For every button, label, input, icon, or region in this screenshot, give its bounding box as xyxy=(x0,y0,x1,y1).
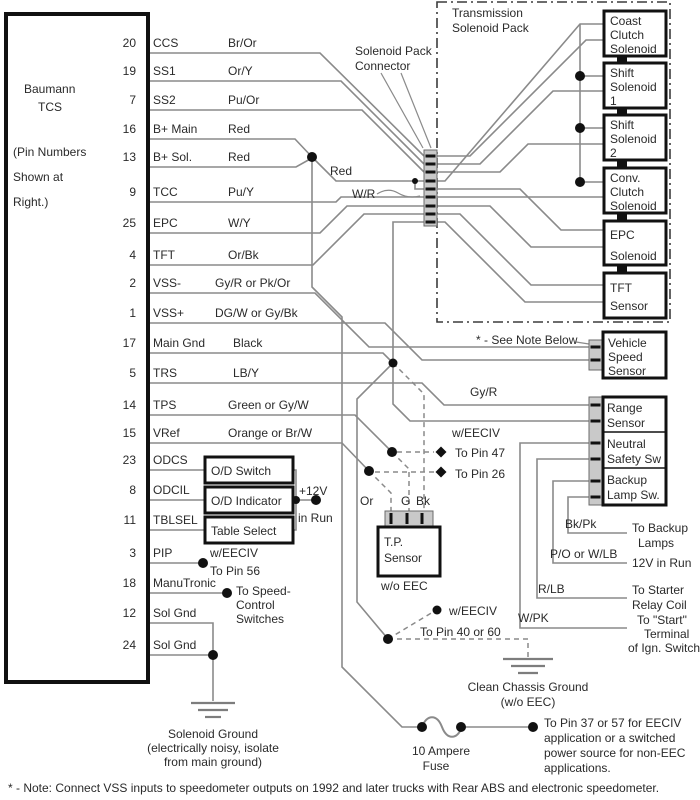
chassis-gnd-label: Clean Chassis Ground xyxy=(467,680,589,694)
pin-name: TFT xyxy=(153,248,175,262)
tcs-title-line: TCS xyxy=(38,100,62,114)
pin-number: 20 xyxy=(122,36,136,50)
manu-label-line: Switches xyxy=(236,612,285,626)
pin-name: VSS+ xyxy=(153,306,185,320)
bkpk-wire-label: Bk/Pk xyxy=(565,517,597,531)
pin-name: B+ Sol. xyxy=(153,150,193,164)
to-pin37-line: applications. xyxy=(544,761,611,775)
pin-color: Br/Or xyxy=(228,36,257,50)
wpk-wire-label: W/PK xyxy=(518,611,549,625)
pin-number: 18 xyxy=(122,576,136,590)
svg-text:Backup: Backup xyxy=(607,473,648,487)
pin-name: TBLSEL xyxy=(153,513,198,527)
tp-pin-bk: Bk xyxy=(416,494,431,508)
solenoid-gnd-label: Solenoid Ground xyxy=(167,727,259,741)
svg-text:Solenoid: Solenoid xyxy=(610,42,657,56)
pin-name: EPC xyxy=(153,216,178,230)
plus12v-label: +12V xyxy=(299,484,328,498)
pin-color: Pu/Or xyxy=(228,93,260,107)
pin-name: Sol Gnd xyxy=(153,606,197,620)
pin-color: DG/W or Gy/Bk xyxy=(215,306,298,320)
pack-title-line: Solenoid Pack xyxy=(452,21,529,35)
vss-pin xyxy=(591,346,601,349)
svg-text:Range: Range xyxy=(607,401,643,415)
to-starter-label: Relay Coil xyxy=(632,598,687,612)
to-pin37-line: To Pin 37 or 57 for EECIV xyxy=(544,716,682,730)
svg-text:Sensor: Sensor xyxy=(608,364,647,378)
connector-pins xyxy=(426,155,436,224)
tp-weeciv-label: w/EECIV xyxy=(452,426,501,440)
tcs-note-line: Shown at xyxy=(13,170,64,184)
svg-text:Lamp Sw.: Lamp Sw. xyxy=(607,488,660,502)
to-pin26-terminal xyxy=(436,467,447,478)
pin-number: 14 xyxy=(122,398,136,412)
pin-number: 8 xyxy=(129,483,136,497)
pin-name: ODCS xyxy=(153,453,188,467)
pin-number: 2 xyxy=(129,276,136,290)
pin-number: 7 xyxy=(129,93,136,107)
pin-color: Black xyxy=(233,336,263,350)
pin-color: Red xyxy=(228,122,251,136)
v12run-label: 12V in Run xyxy=(632,556,692,570)
svg-text:Sensor: Sensor xyxy=(610,299,649,313)
wires xyxy=(148,24,627,737)
tcs-title-line: Baumann xyxy=(24,82,76,96)
pin-color: Pu/Y xyxy=(228,185,255,199)
to-pin40-label: To Pin 40 or 60 xyxy=(420,625,501,639)
pin-name: TPS xyxy=(153,398,177,412)
svg-text:Shift: Shift xyxy=(610,118,635,132)
solenoid-gnd-label: from main ground) xyxy=(163,755,263,769)
table-select-label: Table Select xyxy=(211,524,277,538)
svg-text:Neutral: Neutral xyxy=(607,437,646,451)
pin-name: ODCIL xyxy=(153,483,190,497)
svg-text:Clutch: Clutch xyxy=(610,28,645,42)
wr-wire-label: W/R xyxy=(352,187,376,201)
pin-color: Or/Y xyxy=(228,64,253,78)
pin-color: W/Y xyxy=(228,216,251,230)
pin-color: Green or Gy/W xyxy=(228,398,309,412)
svg-text:Solenoid: Solenoid xyxy=(610,132,657,146)
pin-name: PIP xyxy=(153,546,173,560)
tp-pin-g: G xyxy=(401,494,411,508)
od-indicator-label: O/D Indicator xyxy=(211,494,282,508)
pip-pin56-label: To Pin 56 xyxy=(210,564,261,578)
po-wire-label: P/O or W/LB xyxy=(550,547,618,561)
pin-name: ManuTronic xyxy=(153,576,216,590)
pack-titles xyxy=(355,6,530,73)
pin-name: Sol Gnd xyxy=(153,638,197,652)
pin-number: 4 xyxy=(129,248,136,262)
svg-text:EPC: EPC xyxy=(610,228,635,242)
to-pin37-line: power source for non-EEC xyxy=(544,746,686,760)
pin-number: 9 xyxy=(129,185,136,199)
pin-number: 11 xyxy=(123,513,136,527)
svg-text:Clutch: Clutch xyxy=(610,185,645,199)
solenoid-ground-symbol xyxy=(191,703,235,717)
tcs-note-line: (Pin Numbers xyxy=(13,145,87,159)
pin-number: 13 xyxy=(122,150,136,164)
to-backup-label: To Backup xyxy=(632,521,689,535)
chassis-ground-symbol xyxy=(503,659,553,673)
to-pin26-label: To Pin 26 xyxy=(455,467,506,481)
pin-name: TRS xyxy=(153,366,177,380)
gnd-weeciv-label: w/EECIV xyxy=(449,604,498,618)
wo-eec-label: w/o EEC xyxy=(381,579,428,593)
pin-name: TCC xyxy=(153,185,178,199)
to-start-label: To "Start" xyxy=(637,613,687,627)
to-start-label: of Ign. Switch xyxy=(628,641,700,655)
od-switch-label: O/D Switch xyxy=(211,464,272,478)
svg-text:Solenoid: Solenoid xyxy=(610,80,657,94)
pin-color: Or/Bk xyxy=(228,248,259,262)
to-backup-label: Lamps xyxy=(638,536,675,550)
pin-number: 1 xyxy=(129,306,136,320)
pin-name: SS2 xyxy=(153,93,176,107)
tp-pin-or: Or xyxy=(360,494,374,508)
fuse-label: Fuse xyxy=(422,759,450,773)
pin-color: Gy/R or Pk/Or xyxy=(215,276,291,290)
svg-text:2: 2 xyxy=(610,146,617,160)
wire-labels xyxy=(330,164,617,625)
pin-number: 16 xyxy=(122,122,136,136)
manu-label-line: To Speed- xyxy=(236,584,291,598)
red-wire-label: Red xyxy=(330,164,353,178)
pin-number: 23 xyxy=(122,453,136,467)
pin-name: SS1 xyxy=(153,64,176,78)
pin-color: Red xyxy=(228,150,251,164)
footnote: * - Note: Connect VSS inputs to speedometer outputs on 1992 and later trucks with Rear ABS and electronic speedometer. xyxy=(8,781,660,795)
fuse-label: 10 Ampere xyxy=(411,744,471,758)
svg-text:Safety Sw: Safety Sw xyxy=(607,452,662,466)
pin-number: 24 xyxy=(122,638,136,652)
pack-title-line: Transmission xyxy=(452,6,523,20)
tcs-title xyxy=(13,82,86,209)
pin-number: 25 xyxy=(122,216,136,230)
gyr-wire-label: Gy/R xyxy=(470,385,498,399)
chassis-gnd-label: (w/o EEC) xyxy=(500,695,556,709)
pin-number: 5 xyxy=(129,366,136,380)
rlb-wire-label: R/LB xyxy=(538,582,565,596)
pip-weeciv-label: w/EECIV xyxy=(210,546,259,560)
to-starter-label: To Starter xyxy=(632,583,685,597)
tcs-note-line: Right.) xyxy=(13,195,49,209)
tp-box-label: Sensor xyxy=(384,551,423,565)
to-pin37-line: application or a switched xyxy=(544,731,676,745)
pin-name: CCS xyxy=(153,36,179,50)
pin-number: 12 xyxy=(122,606,136,620)
svg-text:1: 1 xyxy=(610,94,617,108)
to-pin47-label: To Pin 47 xyxy=(455,446,506,460)
svg-text:Speed: Speed xyxy=(608,350,643,364)
pin-name: B+ Main xyxy=(153,122,198,136)
pin-color: Orange or Br/W xyxy=(228,426,313,440)
in-run-label: in Run xyxy=(298,511,333,525)
svg-text:Coast: Coast xyxy=(610,14,642,28)
pin-name: Main Gnd xyxy=(153,336,206,350)
svg-text:Conv.: Conv. xyxy=(610,171,641,185)
manu-label-line: Control xyxy=(236,598,275,612)
pin-number: 15 xyxy=(122,426,136,440)
pin-name: VSS- xyxy=(153,276,182,290)
svg-text:TFT: TFT xyxy=(610,281,632,295)
svg-text:Sensor: Sensor xyxy=(607,416,646,430)
solenoid-boxes xyxy=(604,11,666,318)
to-start-label: Terminal xyxy=(644,627,690,641)
pin-number: 17 xyxy=(122,336,136,350)
pin-number: 19 xyxy=(122,64,136,78)
pin-color: LB/Y xyxy=(233,366,260,380)
solenoid-gnd-label: (electrically noisy, isolate xyxy=(147,741,279,755)
tp-box-label: T.P. xyxy=(384,535,404,549)
svg-text:Shift: Shift xyxy=(610,66,635,80)
svg-text:Solenoid: Solenoid xyxy=(610,249,657,263)
to-pin47-terminal xyxy=(436,447,447,458)
svg-text:Vehicle: Vehicle xyxy=(608,336,647,350)
pin-name: VRef xyxy=(153,426,180,440)
pin-number: 3 xyxy=(129,546,136,560)
svg-text:Solenoid: Solenoid xyxy=(610,199,657,213)
vss-pin xyxy=(591,359,601,362)
see-note-label: * - See Note Below xyxy=(476,333,578,347)
connector-label-line: Solenoid Pack xyxy=(355,44,432,58)
connector-label-line: Connector xyxy=(355,59,411,73)
